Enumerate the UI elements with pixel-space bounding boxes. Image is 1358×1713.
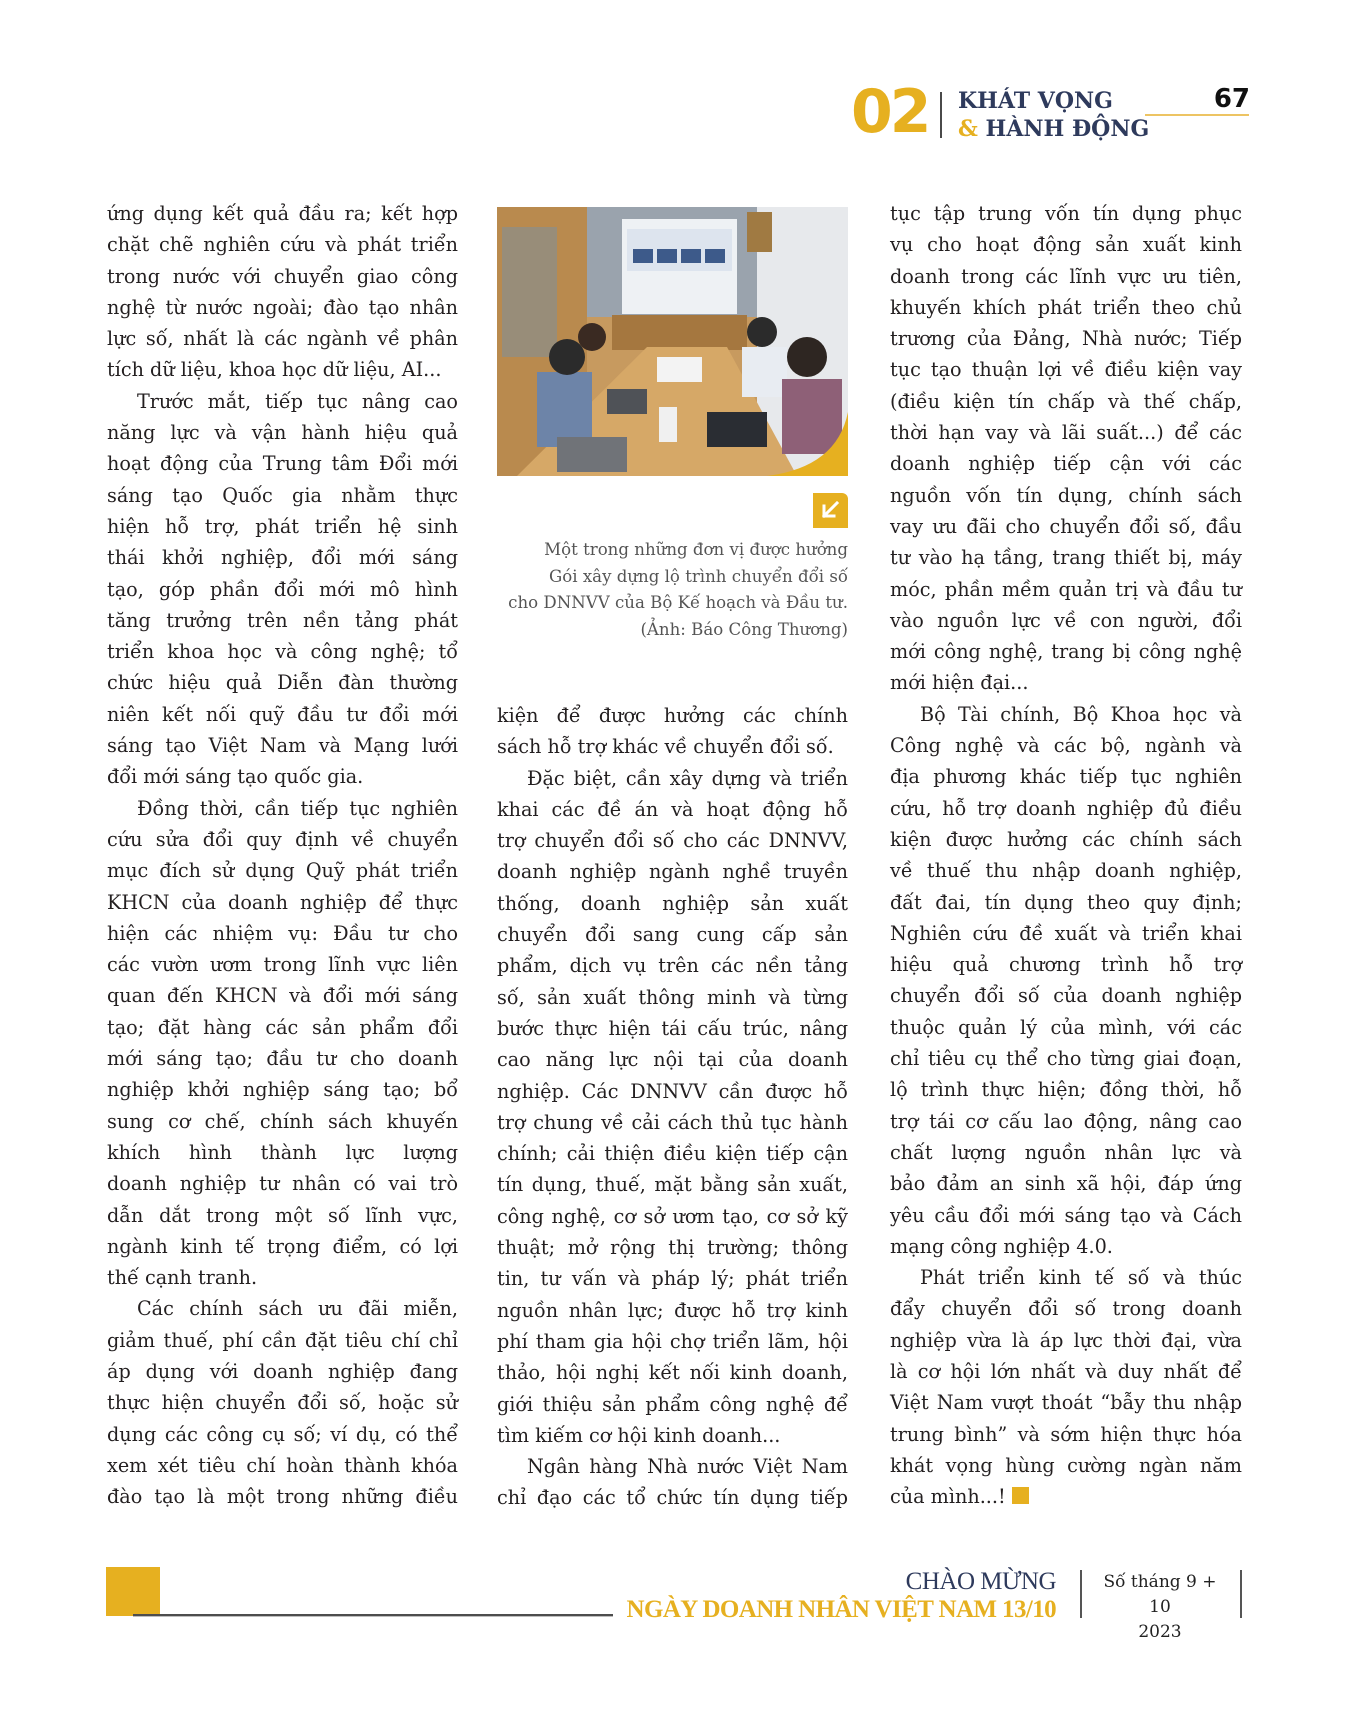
- text-line: khai các đề án và hoạt động hỗ: [497, 797, 848, 821]
- text-line: tìm kiếm cơ hội kinh doanh...: [497, 1423, 781, 1447]
- text-line: khát vọng hùng cường ngàn năm: [890, 1453, 1242, 1477]
- text-line: ứng dụng kết quả đầu ra; kết hợp: [107, 202, 458, 225]
- paragraph-first-line: Các chính sách ưu đãi miễn,: [137, 1297, 458, 1321]
- text-line: mới hiện đại...: [890, 671, 1029, 695]
- article-column-2: [497, 700, 848, 1514]
- text-line: khích hình thành lực lượng: [107, 1140, 458, 1164]
- text-line: nguồn nhân lực; được hỗ trợ kinh: [497, 1298, 848, 1322]
- text-line: chính; cải thiện điều kiện tiếp cận: [497, 1142, 848, 1166]
- text-line: tin, tư vấn và pháp lý; phát triển: [497, 1267, 848, 1291]
- photo-caption: [490, 537, 848, 643]
- paragraph-first-line: Bộ Tài chính, Bộ Khoa học và: [920, 702, 1242, 726]
- footer-divider: [1080, 1570, 1082, 1618]
- text-line: đẩy chuyển đổi số trong doanh: [890, 1297, 1242, 1321]
- footer-accent-block: [106, 1567, 160, 1616]
- text-line: nguồn vốn tín dụng, chính sách: [890, 483, 1242, 507]
- text-line: tăng trưởng trên nền tảng phát: [107, 608, 458, 632]
- text-line: sách hỗ trợ khác về chuyển đổi số.: [497, 735, 834, 759]
- section-title: [958, 87, 1149, 143]
- text-line: tín dụng, thuế, mặt bằng sản xuất,: [497, 1173, 848, 1197]
- text-line: chức hiệu quả Diễn đàn thường: [107, 671, 458, 695]
- text-line: tích dữ liệu, khoa học dữ liệu, AI...: [107, 358, 442, 382]
- text-line: của mình...!: [890, 1481, 1242, 1512]
- text-line: kiện để được hưởng các chính: [497, 704, 848, 727]
- text-line: mạng công nghiệp 4.0.: [890, 1234, 1113, 1258]
- text-line: hoạt động của Trung tâm Đổi mới: [107, 452, 458, 476]
- footer-rule-shadow: [133, 1616, 613, 1617]
- text-line: (điều kiện tín chấp và thế chấp,: [890, 389, 1242, 413]
- photo-illustration: [497, 207, 848, 476]
- text-line: nghiệp khởi nghiệp sáng tạo; bổ: [107, 1078, 458, 1102]
- text-line: yêu cầu đổi mới sáng tạo và Cách: [890, 1203, 1242, 1227]
- text-line: mục đích sử dụng Quỹ phát triển: [107, 859, 458, 883]
- text-line: Công nghệ và các bộ, ngành và: [890, 734, 1242, 758]
- text-line: bảo đảm an sinh xã hội, đáp ứng: [890, 1172, 1242, 1196]
- article-column-1: [107, 198, 458, 1512]
- text-line: doanh nghiệp ngành nghề truyền: [497, 860, 848, 884]
- text-line: các vườn ươm trong lĩnh vực liên: [107, 953, 458, 977]
- text-line: ngành kinh tế trọng điểm, có lợi: [107, 1234, 458, 1258]
- header-divider: [940, 92, 942, 138]
- text-line: lực số, nhất là các ngành về phân: [107, 327, 458, 351]
- text-line: trợ chung về cải cách thủ tục hành: [497, 1110, 848, 1134]
- footer-divider: [1240, 1570, 1242, 1618]
- arrow-down-left-icon: [813, 493, 848, 528]
- text-line: dẫn dắt trong một số lĩnh vực,: [107, 1203, 458, 1227]
- text-line: số, sản xuất thông minh và từng: [497, 985, 848, 1009]
- text-line: tư vào hạ tầng, trang thiết bị, máy: [890, 546, 1242, 570]
- text-line: KHCN của doanh nghiệp để thực: [107, 890, 458, 914]
- ampersand: &: [958, 116, 978, 142]
- text-line: thực hiện chuyển đổi số, hoặc sử: [107, 1391, 458, 1415]
- section-title-line2-text: HÀNH ĐỘNG: [985, 116, 1150, 142]
- text-line: phẩm, dịch vụ trên các nền tảng: [497, 954, 848, 978]
- text-line: doanh nghiệp tiếp cận với các: [890, 452, 1242, 476]
- text-line: khuyến khích phát triển theo chủ: [890, 295, 1242, 319]
- text-line: về thuế thu nhập doanh nghiệp,: [890, 859, 1242, 883]
- text-line: nghệ từ nước ngoài; đào tạo nhân: [107, 295, 458, 319]
- caption-line: Một trong những đơn vị được hưởng: [544, 540, 848, 559]
- text-line: chỉ đạo các tổ chức tín dụng tiếp: [497, 1486, 848, 1510]
- text-line: chất lượng nguồn nhân lực và: [890, 1140, 1242, 1164]
- issue-year: 2023: [1138, 1622, 1182, 1642]
- text-line: phí tham gia hội chợ triển lãm, hội: [497, 1329, 848, 1353]
- text-line: đất đai, tín dụng theo quy định;: [890, 890, 1242, 914]
- text-line: sáng tạo Quốc gia nhằm thực: [107, 483, 458, 507]
- page-number: 67: [1213, 84, 1250, 114]
- text-line: tạo; đặt hàng các sản phẩm đổi: [107, 1015, 458, 1039]
- text-line: nghiệp vừa là áp lực thời đại, vừa: [890, 1328, 1242, 1352]
- text-line: niên kết nối quỹ đầu tư đổi mới: [107, 702, 458, 726]
- text-line: sung cơ chế, chính sách khuyến: [107, 1109, 458, 1133]
- text-line: thời hạn vay và lãi suất...) để các: [890, 421, 1242, 445]
- text-line: lộ trình thực hiện; đồng thời, hỗ: [890, 1078, 1242, 1102]
- footer-issue: [1090, 1570, 1230, 1645]
- text-line: chuyển đổi số của doanh nghiệp: [890, 984, 1242, 1008]
- text-line: công nghệ, cơ sở ươm tạo, cơ sở kỹ: [497, 1204, 848, 1228]
- text-line: thảo, hội nghị kết nối kinh doanh,: [497, 1361, 848, 1385]
- text-line: sáng tạo Việt Nam và Mạng lưới: [107, 734, 458, 758]
- text-line: giảm thuế, phí cần đặt tiêu chí chỉ: [107, 1328, 458, 1352]
- text-line: là cơ hội lớn nhất và duy nhất để: [890, 1359, 1242, 1383]
- paragraph-first-line: Trước mắt, tiếp tục nâng cao: [137, 389, 458, 413]
- text-line: vay ưu đãi cho chuyển đổi số, đầu: [890, 514, 1242, 538]
- text-line: thuộc quản lý của mình, với các: [890, 1015, 1242, 1039]
- text-line: chỉ tiêu cụ thể cho từng giai đoạn,: [890, 1047, 1242, 1071]
- text-line: tục tạo thuận lợi về điều kiện vay: [890, 358, 1242, 382]
- text-line: trương của Đảng, Nhà nước; Tiếp: [890, 327, 1242, 351]
- text-line: chặt chẽ nghiên cứu và phát triển: [107, 233, 458, 257]
- text-line: xem xét tiêu chí hoàn thành khóa: [107, 1453, 458, 1477]
- text-line: áp dụng với doanh nghiệp đang: [107, 1359, 458, 1383]
- text-line: trong nước với chuyển giao công: [107, 264, 458, 288]
- text-line: trợ chuyển đổi số cho các DNNVV,: [497, 829, 848, 853]
- text-line: doanh nghiệp tư nhân có vai trò: [107, 1172, 458, 1196]
- text-line: vào nguồn lực về con người, đổi: [890, 608, 1242, 632]
- paragraph-first-line: Đặc biệt, cần xây dựng và triển: [527, 766, 848, 790]
- text-line: móc, phần mềm quản trị và đầu tư: [890, 577, 1242, 601]
- text-line: trung bình” và sớm hiện thực hóa: [890, 1422, 1242, 1446]
- text-line: hiện các nhiệm vụ: Đầu tư cho: [107, 921, 458, 945]
- text-line: mới công nghệ, trang bị công nghệ: [890, 640, 1242, 664]
- text-line: Nghiên cứu đề xuất và triển khai: [890, 921, 1242, 945]
- text-line: giới thiệu sản phẩm công nghệ để: [497, 1392, 848, 1416]
- section-number: 02: [851, 77, 929, 147]
- text-line: triển khoa học và công nghệ; tổ: [107, 640, 458, 664]
- paragraph-first-line: Đồng thời, cần tiếp tục nghiên: [137, 796, 458, 820]
- text-line: đào tạo là một trong những điều: [107, 1485, 458, 1509]
- issue-months: Số tháng 9 + 10: [1103, 1572, 1217, 1617]
- text-line: cao năng lực nội tại của doanh: [497, 1048, 848, 1072]
- text-line: dụng các công cụ số; ví dụ, có thể: [107, 1422, 458, 1446]
- article-column-3: [890, 198, 1242, 1512]
- text-line: cứu, hỗ trợ doanh nghiệp đủ điều: [890, 796, 1242, 820]
- text-line: tục tập trung vốn tín dụng phục: [890, 202, 1242, 225]
- section-title-line1: KHÁT VỌNG: [958, 88, 1113, 114]
- text-line: kiện được hưởng các chính sách: [890, 827, 1242, 851]
- caption-line: cho DNNVV của Bộ Kế hoạch và Đầu tư.: [508, 593, 848, 612]
- text-line: cứu sửa đổi quy định về chuyển: [107, 827, 458, 851]
- text-line: nghiệp. Các DNNVV cần được hỗ: [497, 1079, 848, 1103]
- article-photo: [497, 207, 848, 476]
- text-line: thế cạnh tranh.: [107, 1266, 258, 1290]
- text-line: địa phương khác tiếp tục nghiên: [890, 765, 1242, 789]
- footer-celebrate: CHÀO MỪNG: [905, 1568, 1056, 1595]
- text-line: quan đến KHCN và đổi mới sáng: [107, 984, 458, 1008]
- text-line: hiệu quả chương trình hỗ trợ: [890, 953, 1242, 977]
- text-line: Việt Nam vượt thoát “bẫy thu nhập: [890, 1391, 1242, 1415]
- text-line: tạo, góp phần đổi mới mô hình: [107, 577, 458, 601]
- text-line: doanh trong các lĩnh vực ưu tiên,: [890, 264, 1242, 288]
- text-line: thuật; mở rộng thị trường; thông: [497, 1236, 848, 1260]
- paragraph-first-line: Phát triển kinh tế số và thúc: [920, 1266, 1242, 1290]
- text-line: bước thực hiện tái cấu trúc, nâng: [497, 1016, 848, 1040]
- text-line: năng lực và vận hành hiệu quả: [107, 421, 458, 445]
- text-line: vụ cho hoạt động sản xuất kinh: [890, 233, 1242, 257]
- text-line: hiện hỗ trợ, phát triển hệ sinh: [107, 514, 458, 538]
- text-line: thái khởi nghiệp, đổi mới sáng: [107, 546, 458, 570]
- footer-event-title: NGÀY DOANH NHÂN VIỆT NAM 13/10: [626, 1596, 1056, 1623]
- caption-credit: (Ảnh: Báo Công Thương): [640, 619, 848, 639]
- paragraph-first-line: Ngân hàng Nhà nước Việt Nam: [527, 1455, 848, 1479]
- text-line: thống, doanh nghiệp sản xuất: [497, 891, 848, 915]
- end-of-article-mark: [1012, 1487, 1029, 1504]
- section-title-line2: [958, 115, 1149, 143]
- text-line: đổi mới sáng tạo quốc gia.: [107, 765, 364, 789]
- text-line: mới sáng tạo; đầu tư cho doanh: [107, 1047, 458, 1071]
- header-rule: [1145, 114, 1249, 116]
- text-line: chuyển đổi sang cung cấp sản: [497, 923, 848, 947]
- caption-line: Gói xây dựng lộ trình chuyển đổi số: [549, 566, 848, 586]
- text-line: trợ tái cơ cấu lao động, nâng cao: [890, 1109, 1242, 1133]
